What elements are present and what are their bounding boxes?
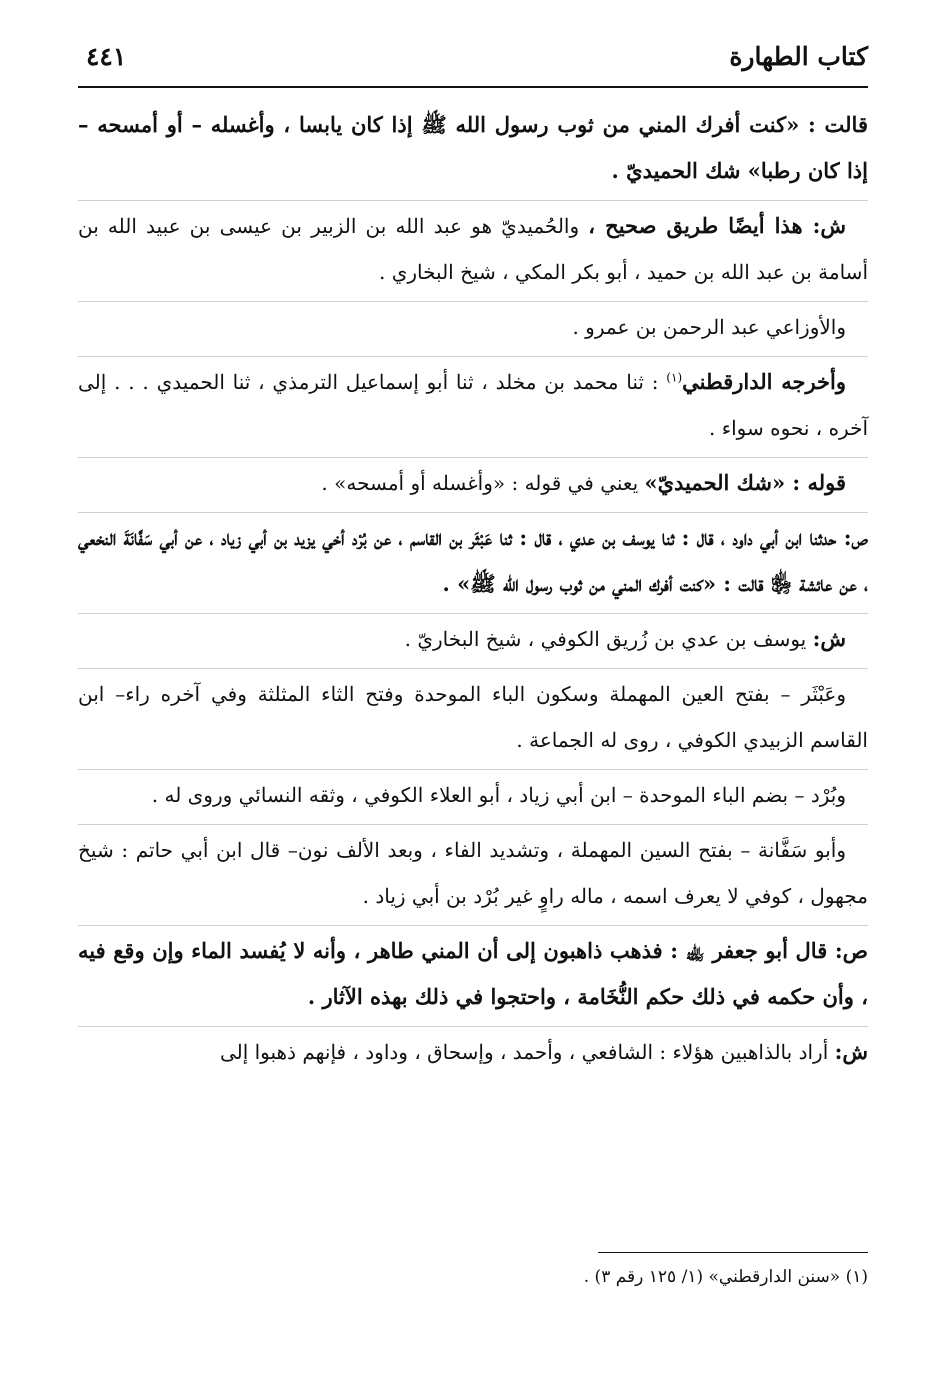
paragraph-sharh-humaydi (78, 201, 868, 302)
footnote-marker: (١) (666, 370, 683, 385)
paragraph-burd (78, 770, 868, 825)
paragraph-abu-jafar (78, 926, 868, 1027)
paragraph-abu-saffana (78, 825, 868, 926)
page-number: ٤٤١ (86, 42, 127, 71)
paragraph-text: ص: قال أبو جعفر ﵀ : فذهب ذاهبون إلى أن المني طاهر ، وأنه لا يُفسد الماء وإن وقع فيه ، وأن حكمه في ذلك حكم النُّخَامة ، واحتجوا في ذلك بهذه الآثار . (78, 938, 868, 1009)
page-body (78, 100, 868, 1081)
paragraph-text: أراد بالذاهبين هؤلاء : الشافعي ، وأحمد ، وإسحاق ، وداود ، فإنهم ذهبوا إلى (219, 1040, 835, 1064)
paragraph-dhahibin (78, 1027, 868, 1081)
paragraph-text: وبُرْد – بضم الباء الموحدة – ابن أبي زياد ، أبو العلاء الكوفي ، وثقه النسائي وروى له . (151, 783, 846, 807)
footnote: (١) «سنن الدارقطني» (١/ ١٢٥ رقم ٣) . (583, 1267, 868, 1287)
paragraph-text: يعني في قوله : «وأغسله أو أمسحه» . (321, 471, 645, 495)
running-header (78, 36, 868, 88)
paragraph-text: وعَبْثَر – بفتح العين المهملة وسكون الباء الموحدة وفتح الثاء المثلثة وفي آخره راء– ابن القاسم الزبيدي الكوفي ، روى له الجماعة . (78, 682, 868, 752)
paragraph-sharh-yusuf (78, 614, 868, 669)
paragraph-abthar (78, 669, 868, 770)
paragraph-awzai (78, 302, 868, 357)
footnote-divider (598, 1252, 868, 1253)
paragraph-lead: وأخرجه الدارقطني (682, 369, 846, 394)
paragraph-text: والأوزاعي عبد الرحمن بن عمرو . (572, 315, 846, 339)
paragraph-lead: ش: (812, 626, 846, 651)
paragraph-text: وأبو سَفَّانة – بفتح السين المهملة ، وتشديد الفاء ، وبعد الألف نون– قال ابن أبي حاتم : شيخ مجهول ، كوفي لا يعرف اسمه ، ماله راوٍ غير بُرْد بن أبي زياد . (78, 838, 868, 908)
paragraph-text: والحُميديّ هو عبد الله بن الزبير بن عيسى بن عبيد الله بن أسامة بن عبد الله بن حميد ، أبو بكر المكي ، شيخ البخاري . (78, 214, 868, 284)
paragraph-lead: قوله : «شك الحميديّ» (644, 470, 846, 495)
paragraph-text: : ثنا محمد بن مخلد ، ثنا أبو إسماعيل الترمذي ، ثنا الحميدي . . . إلى آخره ، نحوه سواء . (78, 370, 868, 440)
paragraph-hadith-continuation (78, 100, 868, 201)
document-page (78, 36, 868, 1356)
paragraph-daraqutni (78, 357, 868, 458)
paragraph-lead: ش: (834, 1039, 868, 1064)
paragraph-text: قالت : «كنت أفرك المني من ثوب رسول الله ﷺ إذا كان يابسا ، وأغسله – أو أمسحه – إذا كان رطبا» شك الحميديّ . (78, 112, 868, 183)
paragraph-lead: ش: هذا أيضًا طريق صحيح ، (588, 213, 846, 238)
paragraph-sad-isnad (78, 513, 868, 614)
paragraph-text: ص: حدثنا ابن أبي داود ، قال : ثنا يوسف بن عدي ، قال : ثنا عَبْثَر بن القاسم ، عن بُرْد أخي يزيد بن أبي زياد ، عن أبي سَفَّانَةَ النخعي ، عن عائشة ﵂ قالت : «كنت أفرك المني من ثوب رسول الله ﷺ» . (78, 525, 868, 596)
paragraph-text: يوسف بن عدي بن زُريق الكوفي ، شيخ البخاريّ . (404, 627, 813, 651)
paragraph-qawluhu (78, 458, 868, 513)
chapter-title: كتاب الطهارة (729, 42, 868, 71)
